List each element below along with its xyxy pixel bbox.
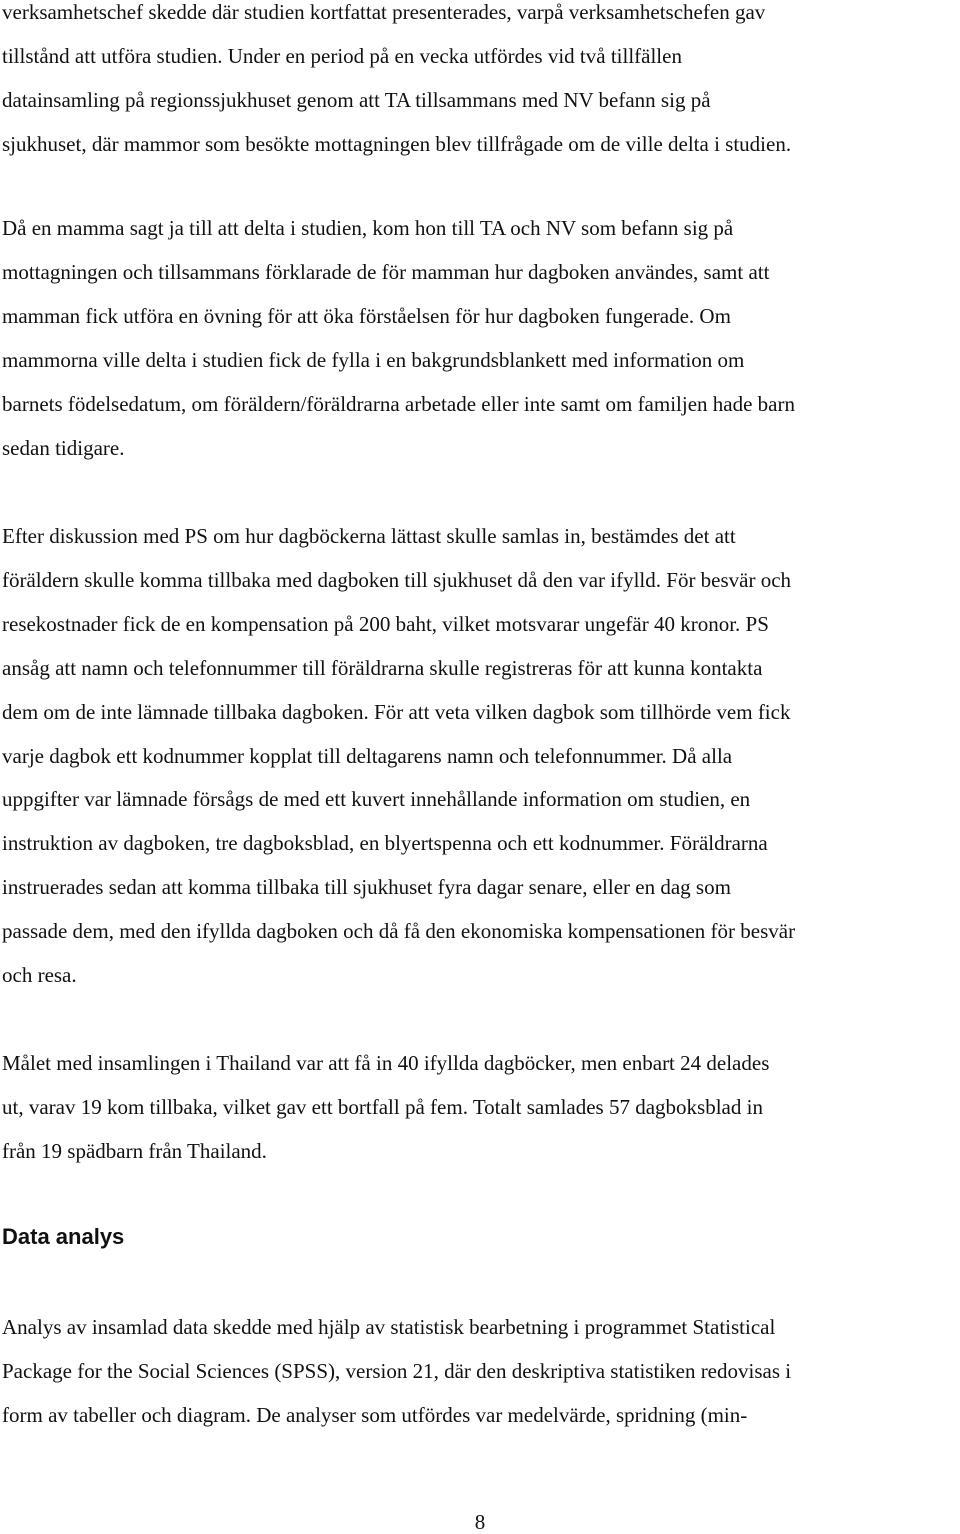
text-line: sjukhuset, där mammor som besökte mottagningen blev tillfrågade om de ville delta i studien. [2, 131, 792, 156]
page-number: 8 [474, 1510, 486, 1534]
text-line: verksamhetschef skedde där studien kortfattat presenterades, varpå verksamhetschefen gav [2, 0, 766, 24]
text-line: föräldern skulle komma tillbaka med dagboken till sjukhuset då den var ifylld. För besvär och [2, 567, 792, 592]
text-line: mamman fick utföra en övning för att öka förståelsen för hur dagboken fungerade. Om [2, 303, 731, 328]
text-line: ansåg att namn och telefonnummer till föräldrarna skulle registreras för att kunna kontakta [2, 655, 763, 680]
text-line: mottagningen och tillsammans förklarade de för mamman hur dagboken användes, samt att [2, 259, 770, 284]
text-line: Analys av insamlad data skedde med hjälp av statistisk bearbetning i programmet Statistical [2, 1315, 776, 1339]
text-line: barnets födelsedatum, om föräldern/föräldrarna arbetade eller inte samt om familjen hade barn [2, 391, 795, 416]
text-line: instruerades sedan att komma tillbaka till sjukhuset fyra dagar senare, eller en dag som [2, 875, 731, 900]
text-line: Då en mamma sagt ja till att delta i studien, kom hon till TA och NV som befann sig på [2, 216, 734, 240]
text-line: instruktion av dagboken, tre dagboksblad, en blyertspenna och ett kodnummer. Föräldrarna [2, 831, 768, 856]
text-line: Efter diskussion med PS om hur dagböckerna lättast skulle samlas in, bestämdes det att [2, 524, 736, 548]
text-line: datainsamling på regionssjukhuset genom att TA tillsammans med NV befann sig på [2, 87, 711, 112]
text-line: tillstånd att utföra studien. Under en period på en vecka utfördes vid två tillfällen [2, 43, 682, 68]
text-line: passade dem, med den ifyllda dagboken och då få den ekonomiska kompensationen för besvär [2, 919, 796, 944]
text-line: Package for the Social Sciences (SPSS), version 21, där den deskriptiva statistiken redovisas i [2, 1358, 792, 1383]
text-line: varje dagbok ett kodnummer kopplat till deltagarens namn och telefonnummer. Då alla [2, 743, 733, 768]
section-heading-data-analys: Data analys [2, 1224, 125, 1249]
text-line: och resa. [2, 963, 77, 988]
paragraph-data-analysis [2, 1306, 791, 1438]
text-line: resekostnader fick de en kompensation på 200 baht, vilket motsvarar ungefär 40 kronor. PS [2, 611, 769, 636]
text-line: uppgifter var lämnade försågs de med ett kuvert innehållande information om studien, en [2, 787, 751, 812]
paragraph-study-permission [2, 0, 791, 167]
text-line: Målet med insamlingen i Thailand var att få in 40 ifyllda dagböcker, men enbart 24 delades [2, 1051, 770, 1075]
text-line: dem om de inte lämnade tillbaka dagboken. För att veta vilken dagbok som tillhörde vem fick [2, 699, 791, 724]
text-line: ut, varav 19 kom tillbaka, vilket gav ett bortfall på fem. Totalt samlades 57 dagboksblad in [2, 1094, 763, 1119]
paragraph-participation [2, 207, 795, 470]
text-line: mammorna ville delta i studien fick de fylla i en bakgrundsblankett med information om [2, 347, 745, 372]
text-line: form av tabeller och diagram. De analyser som utfördes var medelvärde, spridning (min- [2, 1402, 748, 1427]
paragraph-collection-results [2, 1042, 769, 1174]
text-line: från 19 spädbarn från Thailand. [2, 1138, 267, 1163]
text-line: sedan tidigare. [2, 435, 125, 460]
paragraph-diary-collection [2, 515, 795, 998]
